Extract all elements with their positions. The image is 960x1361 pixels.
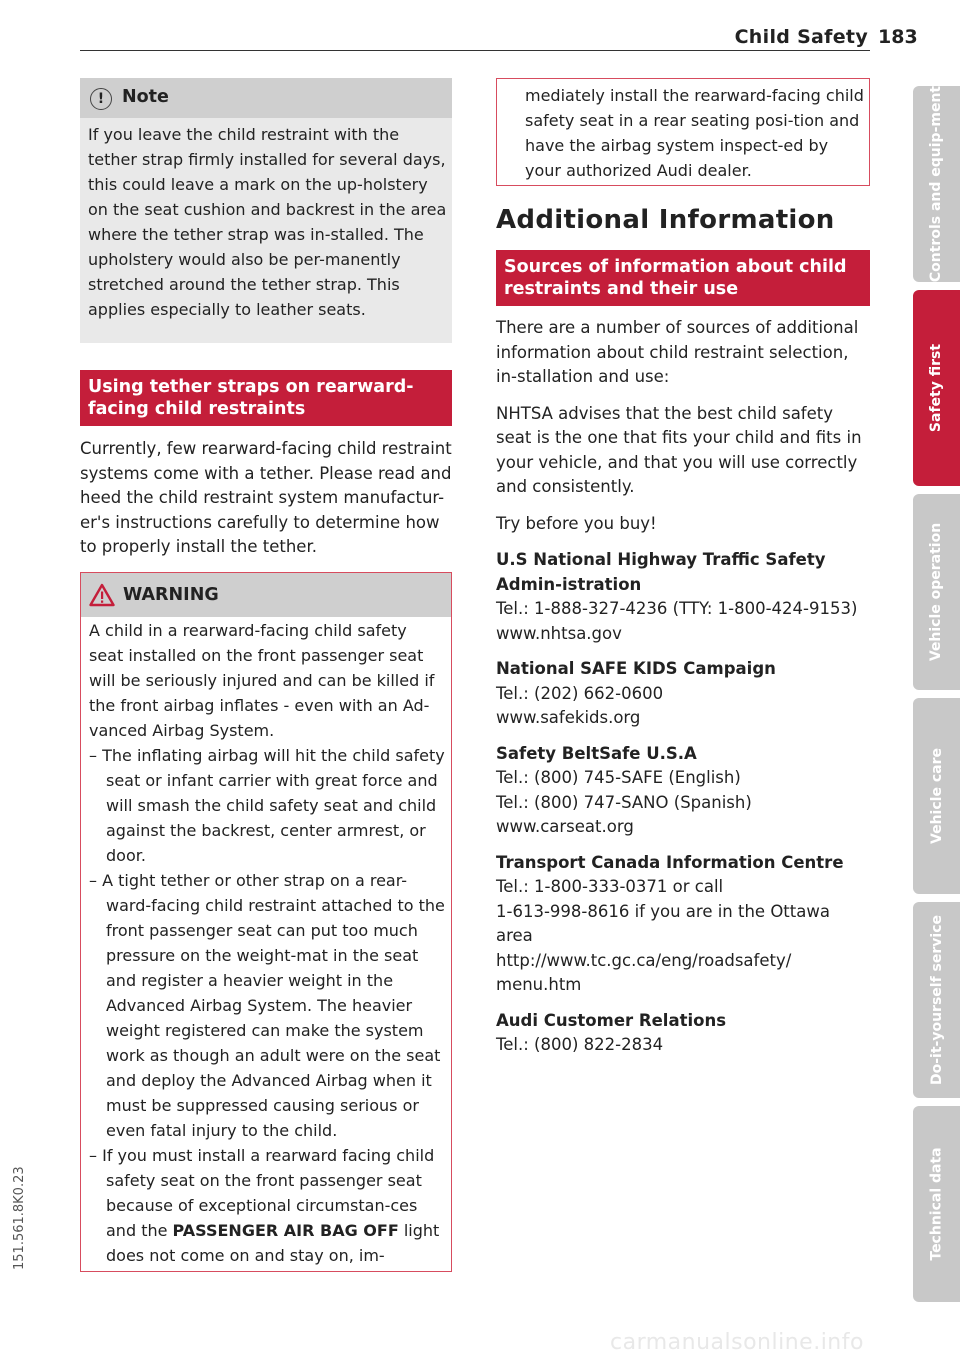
warning-item: – The inflating airbag will hit the child safety seat or infant carrier with great force and will smash the child safety seat and child against the backrest, center armrest, or door. [89, 743, 445, 868]
additional-paragraph: Try before you buy! [496, 513, 657, 533]
tab-do-it-yourself-service[interactable] [913, 902, 960, 1098]
tab-safety-first[interactable] [913, 290, 960, 486]
contact-name: Audi Customer Relations [496, 1010, 727, 1030]
contact-line: Tel.: 1-800-333-0371 or call [496, 877, 724, 896]
contact-name: Safety BeltSafe U.S.A [496, 743, 697, 763]
watermark: carmanualsonline.info [610, 1330, 864, 1355]
contact-line: Tel.: (800) 747-SANO (Spanish) [496, 792, 752, 812]
warning-intro: A child in a rearward-facing child safety seat installed on the front passenger seat will be seriously injured and can be killed if the front airbag inflates - even with an Ad-vanced Airbag System. [89, 621, 435, 740]
note-box [80, 78, 452, 343]
tab-label: Technical data [928, 1147, 945, 1261]
contact-block [496, 851, 870, 998]
additional-body [496, 316, 870, 1058]
contact-link[interactable]: menu.htm [496, 975, 582, 994]
additional-info-heading: Additional Information [496, 205, 835, 235]
warning-item-text: light does not come on and stay on, im- [106, 1221, 440, 1265]
contact-line: Tel.: (202) 662-0600 [496, 683, 664, 703]
header-rule [80, 50, 870, 51]
tab-label: Controls and equip-ment [928, 85, 945, 283]
warning-triangle-icon [89, 583, 115, 607]
additional-paragraph: NHTSA advises that the best child safety seat is the one that fits your child and fits in your vehicle, and that you will use correctly and consistently. [496, 403, 862, 496]
contact-name: U.S National Highway Traffic Safety Admin-istration [496, 550, 826, 594]
running-header-title: Child Safety [734, 26, 868, 48]
info-circle-icon: ! [90, 88, 112, 110]
passenger-airbag-off-label: PASSENGER AIR BAG OFF [172, 1221, 399, 1240]
warning-header [81, 573, 451, 617]
warning-list [89, 743, 445, 1268]
contact-block [496, 548, 870, 646]
note-header [80, 78, 452, 118]
rearward-paragraph: Currently, few rearward-facing child restraint systems come with a tether. Please read and heed the child restraint system manufactur-er's instructions carefully to determine how to properly install the tether. [80, 439, 452, 556]
contact-name: Transport Canada Information Centre [496, 852, 844, 872]
sources-subheading: Sources of information about child restraints and their use [496, 250, 870, 306]
contact-line: Tel.: 1-888-327-4236 (TTY: 1-800-424-9153) [496, 599, 858, 618]
tab-label: Vehicle operation [928, 522, 945, 662]
warning-continued-box [496, 78, 870, 186]
note-text: If you leave the child restraint with the tether strap firmly installed for several days, this could leave a mark on the up-holstery on the seat cushion and backrest in the area where the tether strap was in-stalled. The upholstery would also be per-manently stretched around the tether strap. This applies especially to leather seats. [88, 125, 447, 319]
tab-vehicle-care[interactable] [913, 698, 960, 894]
warning-item-text: If you must install a rearward facing child safety seat on the front passenger seat because of exceptional circumstan-ces and the [102, 1146, 435, 1240]
warning-item [89, 1143, 445, 1268]
contact-block [496, 1009, 870, 1058]
tab-vehicle-operation[interactable] [913, 494, 960, 690]
contact-link[interactable]: http://www.tc.gc.ca/eng/roadsafety/ [496, 950, 792, 970]
warning-title: WARNING [123, 585, 219, 605]
tab-label: Safety first [928, 343, 945, 433]
contact-block [496, 742, 870, 840]
additional-paragraph: There are a number of sources of additional information about child restraint selection, in-stallation and use: [496, 318, 859, 386]
document-code-text: 151.561.8K0.23 [12, 1166, 27, 1270]
tab-label: Vehicle care [928, 748, 945, 844]
contact-name: National SAFE KIDS Campaign [496, 659, 776, 678]
warning-body [89, 618, 445, 1268]
contact-link[interactable]: www.nhtsa.gov [496, 623, 622, 643]
contact-line: Tel.: (800) 745-SAFE (English) [496, 768, 741, 787]
warning-box [80, 572, 452, 1272]
section-heading-rearward: Using tether straps on rearward-facing child restraints [80, 370, 452, 426]
tab-label: Do-it-yourself service [928, 914, 945, 1086]
note-title: Note [122, 87, 169, 107]
contact-block [496, 657, 870, 731]
contact-link[interactable]: www.safekids.org [496, 708, 641, 727]
contact-link[interactable]: www.carseat.org [496, 817, 634, 836]
warning-continued-text: mediately install the rearward-facing child safety seat in a rear seating posi-tion and have the airbag system inspect-ed by your authorized Audi dealer. [525, 86, 864, 180]
page-number: 183 [878, 26, 918, 48]
tab-technical-data[interactable] [913, 1106, 960, 1302]
warning-item: – A tight tether or other strap on a rear-ward-facing child restraint attached to the front passenger seat can put too much pressure on the weight-mat in the seat and register a heavier weight in the Advanced Airbag System. The heavier weight registered can make the system work as though an adult were on the seat and deploy the Advanced Airbag when it must be suppressed causing serious or even fatal injury to the child. [89, 868, 445, 1143]
contact-line: Tel.: (800) 822-2834 [496, 1035, 664, 1054]
tab-controls-and-equipment[interactable] [913, 86, 960, 282]
contact-line: 1-613-998-8616 if you are in the Ottawa area [496, 901, 830, 945]
